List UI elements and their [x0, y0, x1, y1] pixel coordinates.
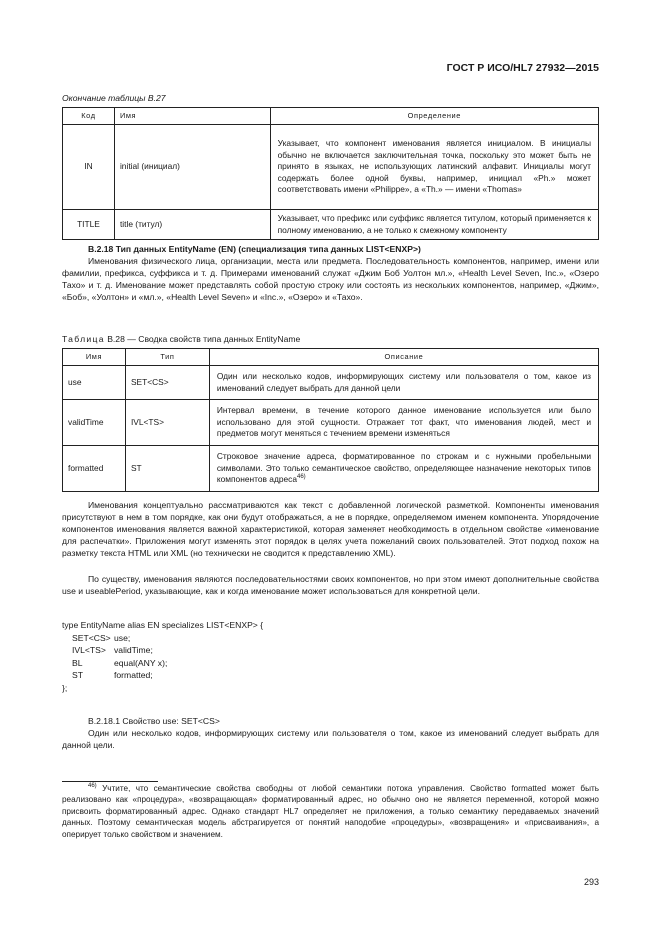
column-header-description: Описание — [209, 349, 598, 366]
cell-definition: Указывает, что префикс или суффикс является титулом, который применяется к полному именованию, а не только к смежному компоненту — [270, 210, 598, 240]
column-header-type: Тип — [125, 349, 209, 366]
table-row — [63, 400, 599, 446]
subsection-heading: B.2.18.1 Свойство use: SET<CS> — [88, 716, 220, 726]
body-paragraph-2: По существу, именования являются последовательностями своих компонентов, но при этом имеют дополнительные свойства use и useablePeriod, указывающие, как и когда именование может использоваться для конкретной цели. — [62, 574, 599, 596]
code-type: IVL<TS> — [72, 645, 106, 656]
body-paragraph-1: Именования концептуально рассматриваются как текст с добавленной логической разметкой. Компоненты именования присутствуют в нем в том порядке, как они будут отображаться, а не в порядке, определяемом именем компонента. Упорядочение компонентов именования является важной характеристикой, которая заменяет необходимость в отдельном свойстве «именование для распечатки». Приложения могут изменять этот порядок в целях учета пожеланий своих пользователей. Этот подход похож на разметку текста HTML или XML (но технически не сводится к представлению XML). — [62, 500, 599, 558]
footnote-ref: 46) — [297, 474, 306, 481]
code-member: use; — [114, 632, 131, 643]
description-text: Строковое значение адреса, форматированное по строкам и с нужными пробельными символами. Это только семантическое свойство, определяющее назначение некоторых типов компонентов адреса — [216, 451, 591, 485]
cell-name: use — [63, 366, 126, 400]
code-line — [62, 657, 263, 670]
table-row — [63, 446, 599, 492]
table-header-row — [63, 108, 599, 125]
cell-type: ST — [125, 446, 209, 492]
page-number: 293 — [583, 877, 599, 887]
cell-name: title (титул) — [114, 210, 270, 240]
table-row — [63, 125, 599, 210]
cell-description — [209, 446, 598, 492]
table-row — [63, 366, 599, 400]
column-header-name: Имя — [63, 349, 126, 366]
section-heading: B.2.18 Тип данных EntityName (EN) (специализация типа данных LIST<ENXP>) — [88, 244, 421, 254]
code-member: formatted; — [114, 670, 153, 681]
code-line — [62, 644, 263, 657]
cell-code: TITLE — [63, 210, 115, 240]
code-line — [62, 669, 263, 682]
code-type: BL — [72, 657, 83, 668]
subsection-paragraph: Один или несколько кодов, информирующих систему или пользователя о том, какое из именований следует выбрать для данной цели. — [62, 728, 599, 750]
footnote-separator — [62, 781, 158, 782]
cell-type: SET<CS> — [125, 366, 209, 400]
table-header-row — [63, 349, 599, 366]
cell-name: initial (инициал) — [114, 125, 270, 210]
caption-label: Таблица — [62, 334, 105, 344]
footnote-mark: 46) — [88, 783, 97, 789]
caption-text: B.28 — Сводка свойств типа данных EntityName — [107, 334, 301, 344]
code-member: validTime; — [114, 645, 153, 656]
column-header-code: Код — [63, 108, 115, 125]
code-line — [62, 632, 263, 645]
footnote-text: Учтите, что семантические свойства свободны от любой семантики потока управления. Свойство formatted может быть реализовано как «процедура», «возвращающая» форматированный адрес, но обычно оно не является переменной, которой можно присвоить форматированный адрес. Однако стандарт HL7 определяет не приложения, а только семантику передаваемых значений данных. Поэтому семантическая модель абстрагируется от понятий наподобие «процедуры», «возвращения» и «присваивания», а оперирует только свойством и значением. — [62, 784, 599, 839]
cell-type: IVL<TS> — [125, 400, 209, 446]
table-b28 — [62, 348, 599, 492]
cell-description: Интервал времени, в течение которого данное именование используется или было использовано для этой сущности. Отражает тот факт, что именования людей, мест и предметов могут меняться с течением времени изменяться — [209, 400, 598, 446]
column-header-definition: Определение — [270, 108, 598, 125]
table-row — [63, 210, 599, 240]
section-intro-paragraph: Именования физического лица, организации, места или предмета. Последовательность компонентов, например, имени или фамилии, префикса, суффикса и т. д. Примерами именований служат «Джим Боб Уолтон мл.», «Health Level Seven, Inc.», «Озеро Тахо» и т. д. Именование может представлять собой простую строку или состоять из нескольких компонентов, например, «Джим», «Боб», «Уолтон» и «мл.», «Health Level Seven» и «Inc.», «Озеро» и «Тахо». — [62, 256, 599, 302]
code-block — [62, 619, 263, 695]
code-type: ST — [72, 670, 83, 681]
column-header-name: Имя — [114, 108, 270, 125]
code-type: SET<CS> — [72, 632, 111, 643]
table-b28-caption — [62, 334, 300, 344]
cell-description: Один или несколько кодов, информирующих систему или пользователя о том, какое из именований следует выбрать для данной цели — [209, 366, 598, 400]
cell-name: formatted — [63, 446, 126, 492]
cell-code: IN — [63, 125, 115, 210]
footnote — [62, 783, 599, 840]
code-line: }; — [62, 682, 68, 693]
table-b27 — [62, 107, 599, 240]
code-line: type EntityName alias EN specializes LIST<ENXP> { — [62, 620, 264, 630]
cell-name: validTime — [63, 400, 126, 446]
table-b27-caption: Окончание таблицы B.27 — [62, 93, 166, 103]
document-id-header: ГОСТ Р ИСО/HL7 27932—2015 — [446, 62, 599, 74]
cell-definition: Указывает, что компонент именования является инициалом. В инициалы обычно не включается заключительная точка, поскольку это может быть не принято в языках, не использующих латинский алфавит. Инициалы могут содержать более одной буквы, например, инициал «Ph.» может соответствовать имени «Philippe», а «Th.» — имени «Thomas» — [270, 125, 598, 210]
code-member: equal(ANY x); — [114, 657, 168, 668]
